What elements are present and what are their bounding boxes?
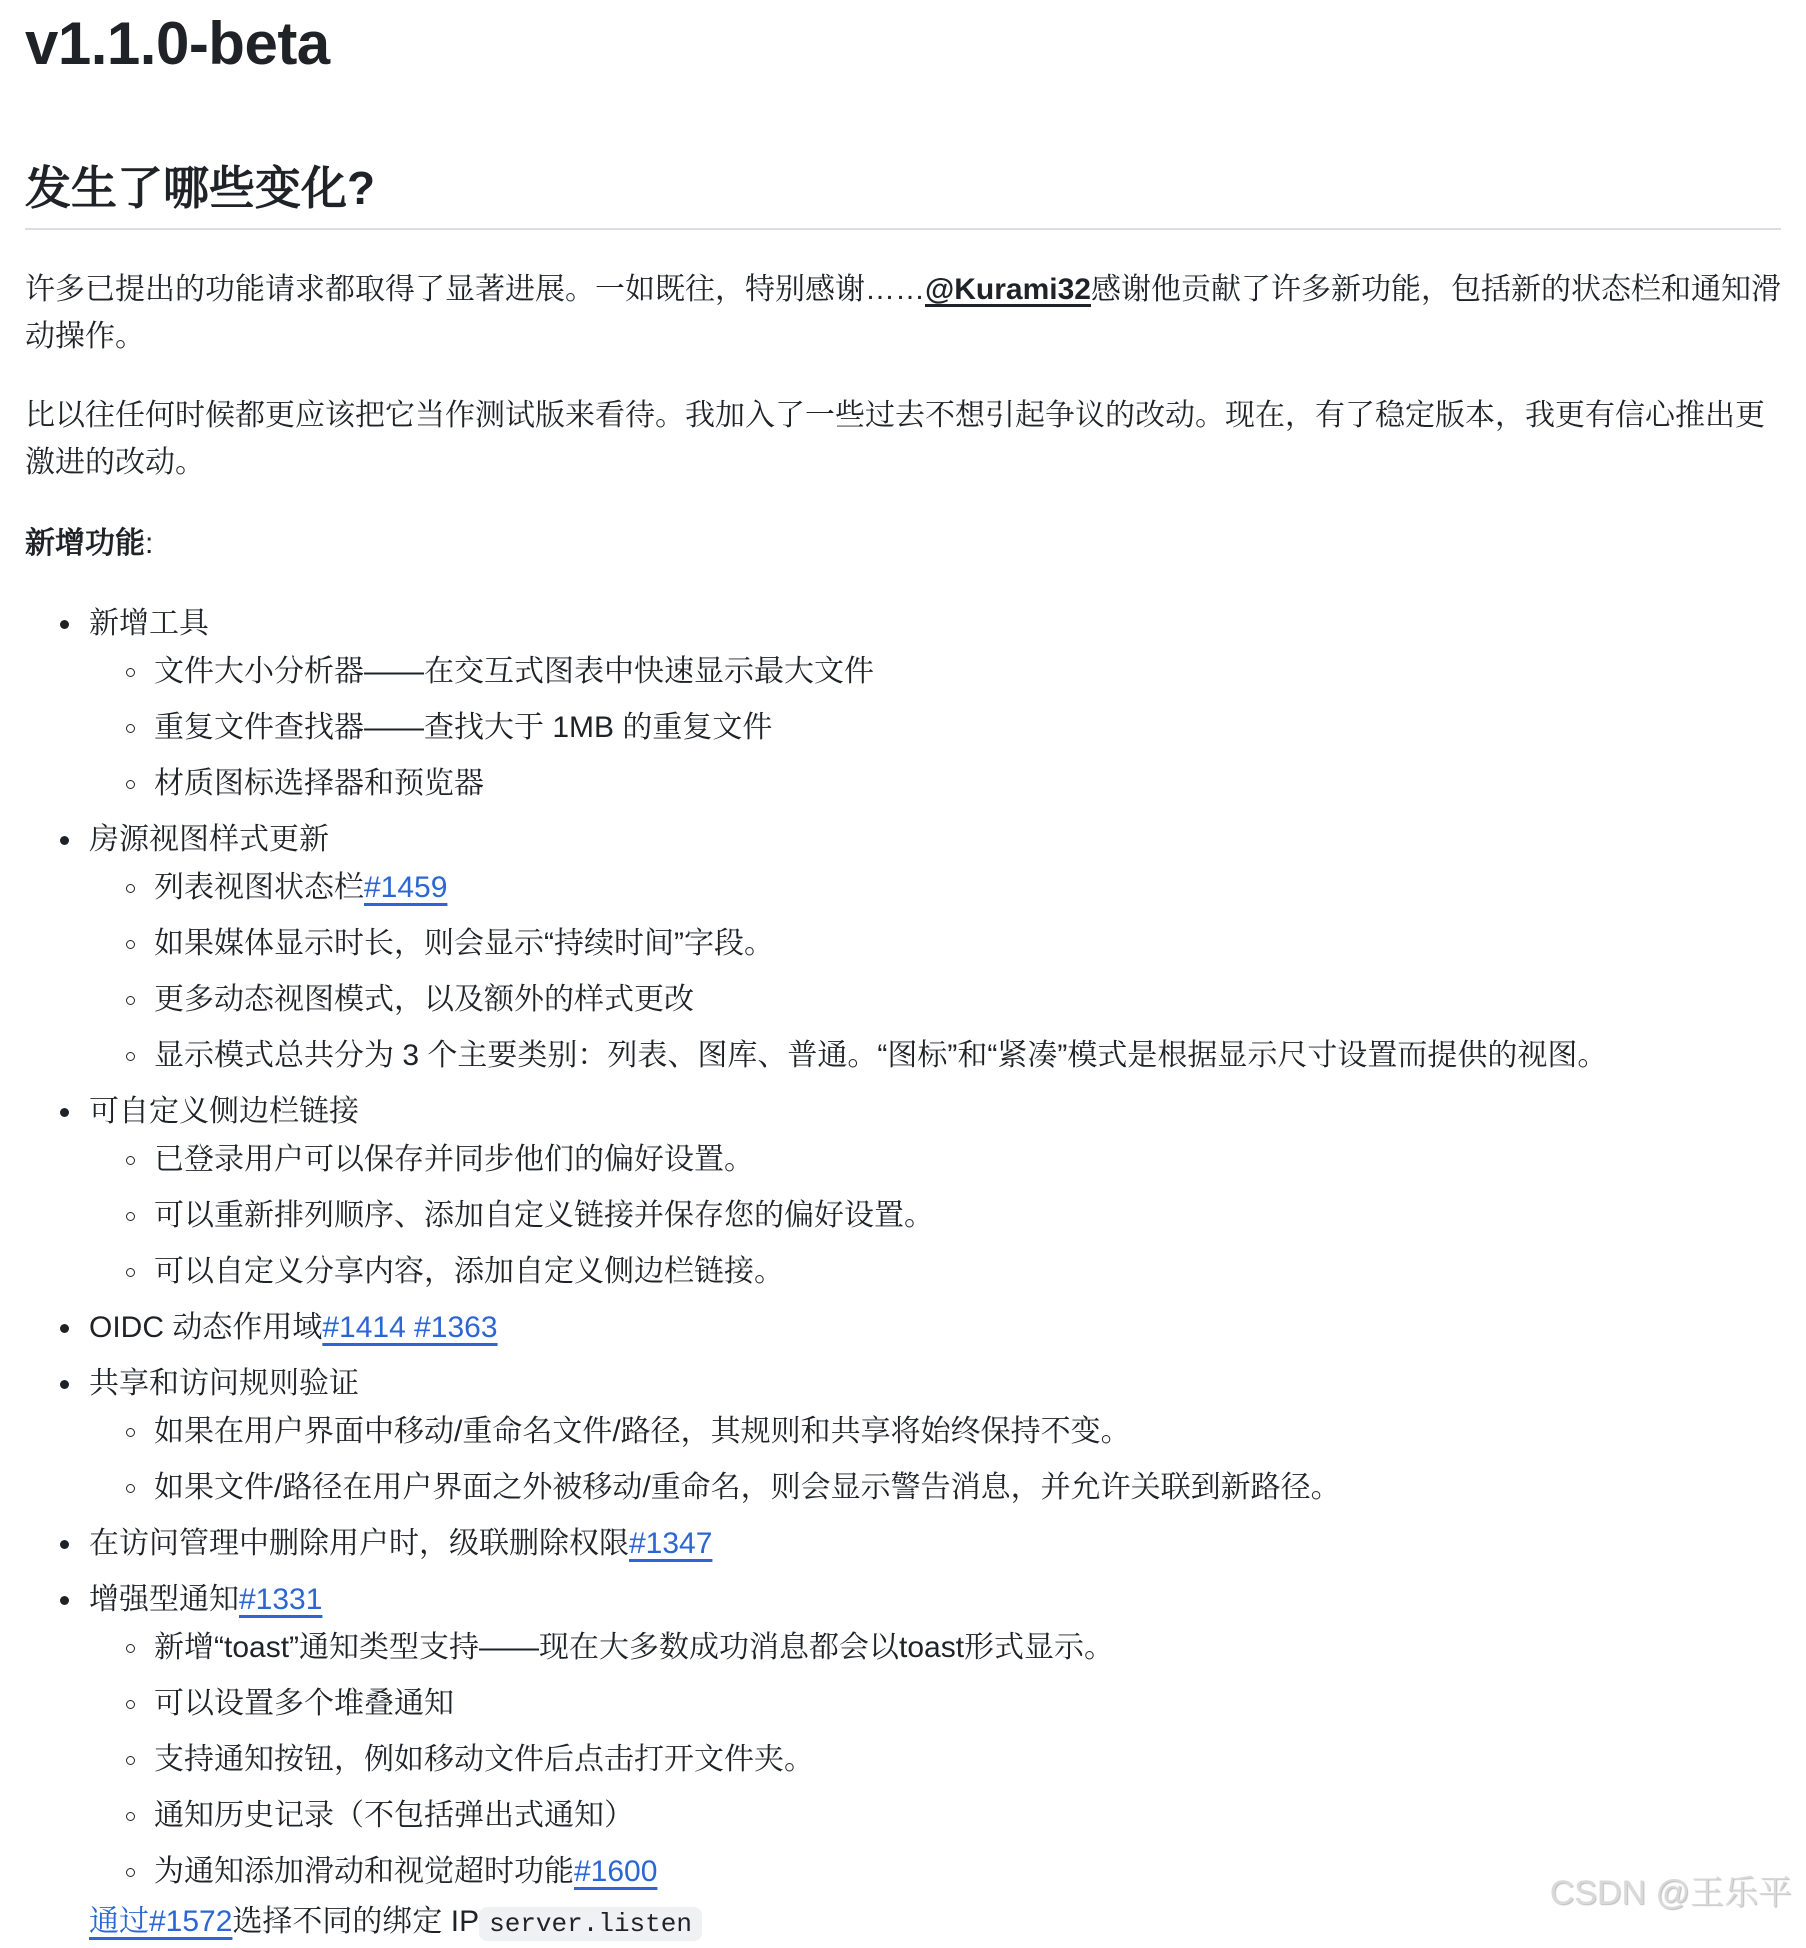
feature-list bbox=[25, 600, 1781, 1904]
feature-item-text: OIDC 动态作用域 bbox=[89, 1311, 323, 1344]
feature-sublist bbox=[89, 1408, 1781, 1512]
feature-subitem-text: 已登录用户可以保存并同步他们的偏好设置。 bbox=[154, 1143, 754, 1176]
release-title: v1.1.0-beta bbox=[25, 10, 330, 77]
features-label bbox=[25, 522, 153, 566]
feature-subitem-text: 文件大小分析器——在交互式图表中快速显示最大文件 bbox=[154, 655, 874, 688]
feature-subitem-text: 可以自定义分享内容，添加自定义侧边栏链接。 bbox=[154, 1255, 784, 1288]
feature-subitem-text: 为通知添加滑动和视觉超时功能 bbox=[154, 1855, 574, 1888]
feature-subitem bbox=[89, 760, 1781, 808]
heading-divider bbox=[25, 228, 1781, 230]
feature-subitem-text: 如果在用户界面中移动/重命名文件/路径，其规则和共享将始终保持不变。 bbox=[154, 1415, 1131, 1448]
feature-item-text: 房源视图样式更新 bbox=[89, 823, 329, 856]
feature-sublist bbox=[89, 648, 1781, 808]
feature-item bbox=[25, 1520, 1781, 1568]
feature-item-text: 增强型通知 bbox=[89, 1583, 239, 1616]
feature-subitem-text: 新增“toast”通知类型支持——现在大多数成功消息都会以toast形式显示。 bbox=[154, 1631, 1115, 1664]
feature-subitem bbox=[89, 1624, 1781, 1672]
bind-ip-item bbox=[89, 1898, 702, 1948]
intro-text: 许多已提出的功能请求都取得了显著进展。一如既往，特别感谢…… bbox=[25, 273, 925, 306]
issue-link[interactable]: #1459 bbox=[364, 871, 448, 904]
issue-link[interactable]: #1414 #1363 bbox=[322, 1311, 498, 1344]
feature-subitem bbox=[89, 976, 1781, 1024]
feature-subitem-text: 列表视图状态栏 bbox=[154, 871, 364, 904]
feature-item-text: 新增工具 bbox=[89, 607, 209, 640]
section-heading: 发生了哪些变化? bbox=[25, 162, 376, 214]
feature-subitem bbox=[89, 1736, 1781, 1784]
intro-paragraph-2: 比以往任何时候都更应该把它当作测试版来看待。我加入了一些过去不想引起争议的改动。现在，有了稳定版本，我更有信心推出更激进的改动。 bbox=[25, 399, 1765, 479]
intro-paragraph-1 bbox=[25, 266, 1781, 360]
issue-link[interactable]: #1347 bbox=[629, 1527, 713, 1560]
feature-item-text: 在访问管理中删除用户时，级联删除权限 bbox=[89, 1527, 629, 1560]
features-label-text: 新增功能 bbox=[25, 527, 145, 560]
user-mention-link[interactable]: @Kurami32 bbox=[925, 273, 1091, 306]
feature-subitem-text: 更多动态视图模式，以及额外的样式更改 bbox=[154, 983, 694, 1016]
feature-item bbox=[25, 1304, 1781, 1352]
feature-item bbox=[25, 600, 1781, 808]
feature-subitem bbox=[89, 648, 1781, 696]
issue-link[interactable]: #1331 bbox=[239, 1583, 323, 1616]
feature-item bbox=[25, 1360, 1781, 1512]
feature-subitem-text: 材质图标选择器和预览器 bbox=[154, 767, 484, 800]
issue-link[interactable]: #1600 bbox=[574, 1855, 658, 1888]
feature-subitem-text: 通知历史记录（不包括弹出式通知） bbox=[154, 1799, 634, 1832]
feature-subitem bbox=[89, 1848, 1781, 1896]
feature-subitem-text: 支持通知按钮，例如移动文件后点击打开文件夹。 bbox=[154, 1743, 814, 1776]
inline-code: server.listen bbox=[479, 1907, 702, 1941]
issue-link-1572[interactable]: 通过#1572 bbox=[89, 1905, 233, 1938]
feature-item bbox=[25, 816, 1781, 1080]
feature-subitem bbox=[89, 1032, 1781, 1080]
feature-item bbox=[25, 1088, 1781, 1296]
feature-subitem-text: 如果媒体显示时长，则会显示“持续时间”字段。 bbox=[154, 927, 774, 960]
feature-subitem bbox=[89, 1136, 1781, 1184]
feature-subitem-text: 如果文件/路径在用户界面之外被移动/重命名，则会显示警告消息，并允许关联到新路径。 bbox=[154, 1471, 1341, 1504]
feature-subitem-text: 可以设置多个堆叠通知 bbox=[154, 1687, 454, 1720]
intro-text-cont: 感谢他贡献了许多新功能，包括新的状态栏和通知滑动操作。 bbox=[25, 273, 1781, 353]
watermark: CSDN @王乐平 bbox=[1549, 1874, 1792, 1912]
feature-item bbox=[25, 1576, 1781, 1896]
feature-sublist bbox=[89, 1136, 1781, 1296]
feature-sublist bbox=[89, 1624, 1781, 1896]
feature-subitem bbox=[89, 1248, 1781, 1296]
feature-subitem bbox=[89, 1680, 1781, 1728]
feature-subitem bbox=[89, 704, 1781, 752]
feature-subitem-text: 重复文件查找器——查找大于 1MB 的重复文件 bbox=[154, 711, 773, 744]
feature-subitem bbox=[89, 920, 1781, 968]
feature-item-text: 可自定义侧边栏链接 bbox=[89, 1095, 359, 1128]
feature-sublist bbox=[89, 864, 1781, 1080]
features-label-colon: : bbox=[145, 527, 154, 560]
feature-item-text: 共享和访问规则验证 bbox=[89, 1367, 359, 1400]
feature-subitem bbox=[89, 864, 1781, 912]
feature-subitem bbox=[89, 1792, 1781, 1840]
feature-subitem-text: 显示模式总共分为 3 个主要类别：列表、图库、普通。“图标”和“紧凑”模式是根据显示尺寸设置而提供的视图。 bbox=[154, 1039, 1608, 1072]
feature-subitem bbox=[89, 1464, 1781, 1512]
feature-subitem bbox=[89, 1192, 1781, 1240]
bind-ip-text: 选择不同的绑定 IP bbox=[232, 1905, 480, 1938]
feature-subitem-text: 可以重新排列顺序、添加自定义链接并保存您的偏好设置。 bbox=[154, 1199, 934, 1232]
feature-subitem bbox=[89, 1408, 1781, 1456]
